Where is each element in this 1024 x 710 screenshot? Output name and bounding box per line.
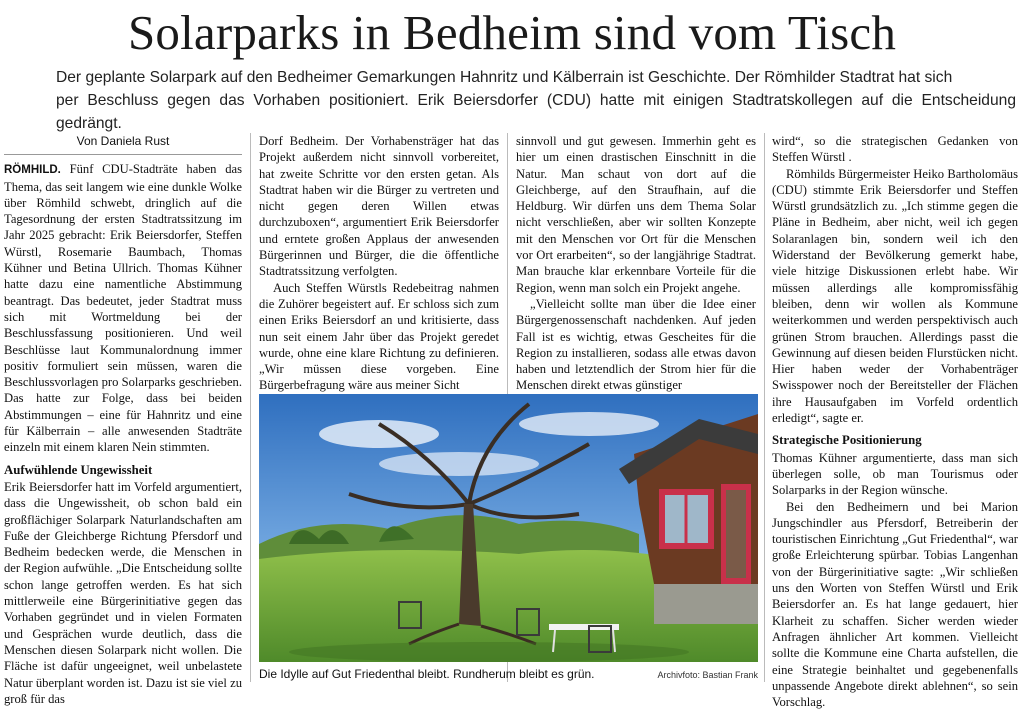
- headline: Solarparks in Bedheim sind vom Tisch: [127, 5, 897, 60]
- paragraph: Erik Beiersdorfer hatt im Vorfeld argumentiert, dass die Ungewissheit, ob schon bald ein großflächiger Solarpark Naturlandschaften am Fuße der Gleichberge Richtung Pfersdorf und Bedheim bedecken werde, die Menschen in der Region aufwühle. „Die Entscheidung sollte schon lange getroffen werden. Es hat sich mittlerweile eine Bürgerinitiative gegen das Vorhaben gegründet und in vielen Formaten und Gesprächen wurde deutlich, dass die Menschen diesen Solarpark nicht wollen. Die Fläche ist dafür ungeeignet, weil unbelastete Natur überplant worden ist. Dazu ist sie viel zu groß für das: [4, 479, 242, 706]
- paragraph: sinnvoll und gut gewesen. Immerhin geht es hier um einen drastischen Einschnitt in die Natur. Man schaut von dort auf die Gleichberge, auf den Straufhain, auf die Heldburg. Wir dürfen uns dem Thema Solar nicht verschließen, aber wir sollten Konzepte mit den Menschen vor Ort für die Menschen vor Ort erarbeiten“, so der langjährige Stadtrat. Man brauche klar erkennbare Vorteile für die Region, wenn man solch ein Projekt angehe.: [516, 134, 756, 295]
- paragraph: wird“, so die strategischen Gedanken von Steffen Würstl .: [772, 134, 1018, 165]
- teaser: [56, 66, 1016, 135]
- paragraph: Fünf CDU-Stadträte haben das Thema, das seit langem wie eine dunkle Wolke über Römhild schwebt, dringlich auf die Tagesordnung der ersten Stadtratssitzung im Jahr 2025 gebracht: Erik Beiersdorfer, Steffen Würstl, Rosemarie Baumbach, Thomas Kühner und Betina Ullrich. Thomas Kühner hatte dazu eine namentliche Abstimmung beantragt. Das bedeutet, jeder Stadtrat muss sich mit Wortmeldung bei der Beschlussfassung positionieren. Und weil Beschlüsse laut Kommunalordnung immer positiv formuliert sein müssen, waren die Beschlussvorlagen pro Solarparks geschrieben. Das hatte zur Folge, dass bei beiden Abstimmungen – eine für Hahnritz und eine für Kälberrain – alle anwesenden Stadträte einzeln mit einem klaren Nein stimmten.: [4, 162, 242, 455]
- article-photo: [259, 394, 758, 662]
- caption-text: Die Idylle auf Gut Friedenthal bleibt. Rundherum bleibt es grün.: [259, 667, 595, 681]
- photo-caption: [259, 666, 758, 682]
- paragraph: „Vielleicht sollte man über die Idee einer Bürgergenossenschaft nachdenken. Auf jeden Fall ist es wichtig, etwas Gescheites für die Region zu installieren, sodass alle etwas davon haben und letztendlich der Strom hier für die Menschen direkt etwas günstiger: [516, 296, 756, 393]
- column-rule: [764, 133, 765, 682]
- paragraph: Römhilds Bürgermeister Heiko Bartholomäus (CDU) stimmte Erik Beiersdorfer und Steffen Würstl grundsätzlich zu. „Ich stimme gegen die Pläne in Bedheim, aber nicht, weil ich gegen Solaranlagen bin, sondern weil ich den Widerstand der Bevölkerung gemerkt habe, viele hitzige Diskussionen erlebt habe. Wir müssen allerdings alle kompromissfähig bleiben, denn wir wollen als Kommune weiterkommen und werden perspektivisch auch grünen Strom brauchen. Allerdings passt die Gewinnung auf diesen beiden Flurstücken nicht. Hier haben weder der Vorhabenträger Swisspower noch der Bereitsteller der Flächen ihre Hausaufgaben im Vorfeld ordentlich erledigt“, sagte er.: [772, 166, 1018, 426]
- byline: Von Daniela Rust: [4, 133, 242, 155]
- paragraph: Bei den Bedheimern und bei Marion Jungschindler aus Pfersdorf, Betreiberin der touristischen Einrichtung „Gut Friedenthal“, war große Erleichterung spürbar. Tobias Langenhan von der Bürgerinitiative sagte: „Wir schließen uns den Worten von Steffen Würstl und Erik Beiersdorfer an. Es hat lange gedauert, hier Klarheit zu schaffen. Sicher werden wieder Anfragen ähnlicher Art kommen. Vielleicht sollte die Kommune eine Charta aufstellen, die eine Strategie beinhaltet und gegebenenfalls unpassende Angebote direkt ablehnen“, so sein Vorschlag.: [772, 499, 1018, 710]
- teaser-line-2: per Beschluss gegen das Vorhaben positioniert. Erik Beiersdorfer (CDU) hatte mit einigen Stadtratskollegen auf die Entscheidung gedrängt.: [56, 92, 1016, 132]
- teaser-line-1: Der geplante Solarpark auf den Bedheimer Gemarkungen Hahnritz und Kälberrain ist Geschichte. Der Römhilder Stadtrat hat sich: [56, 69, 953, 86]
- article-column-3: [516, 133, 756, 394]
- subheading: Strategische Positionierung: [772, 433, 922, 448]
- article-column-1: [4, 133, 242, 707]
- paragraph: Thomas Kühner argumentierte, dass man sich überlegen solle, ob man Tourismus oder Solarparks in der Region wünsche.: [772, 450, 1018, 498]
- photo-credit: Archivfoto: Bastian Frank: [657, 670, 758, 680]
- paragraph: Auch Steffen Würstls Redebeitrag nahmen die Zuhörer begeistert auf. Er schloss sich zum einen Eriks Beiersdorf an und kritisierte, dass nun seit einem Jahr über das Projekt geredet wurde, ohne eine klare Richtung zu definieren. „Wir müssen diese vorgeben. Eine Bürgerbefragung wäre aus meiner Sicht: [259, 280, 499, 393]
- article-column-4: [772, 133, 1018, 710]
- article-column-2: [259, 133, 499, 394]
- dateline: RÖMHILD.: [4, 164, 61, 177]
- column-rule: [250, 133, 251, 682]
- paragraph: Dorf Bedheim. Der Vorhabensträger hat das Projekt außerdem nicht sinnvoll vorbereitet, hat zweite Schritte vor den ersten getan. Als Stadtrat haben wir die Bürger zu vertreten und nicht gegen deren Willen etwas durchzuboxen“, argumentiert Erik Beiersdorfer und erntete großen Applaus der anwesenden Bürgerinnen und Bürger, die die öffentliche Stadtratssitzung verfolgten.: [259, 134, 499, 279]
- subheading: Aufwühlende Ungewissheit: [4, 462, 153, 477]
